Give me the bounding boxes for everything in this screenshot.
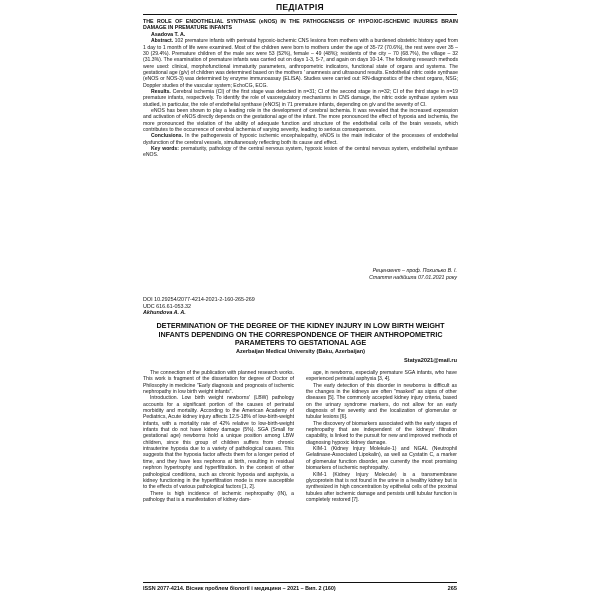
- reviewer: Рецензент – проф. Похилько В. І.: [372, 268, 457, 274]
- keywords-text: prematurity, pathology of the central nervous system, hypoxic lesion of the central nervous system, endothelial synthase eNOS.: [143, 146, 458, 159]
- section-header: ПЕДІАТРІЯ: [276, 2, 324, 12]
- paragraph: The connection of the publication with planned research works. This work is fragment of the dissertation for degree of Doctor of Philosophy in medicine "Early diagnosis and prognosis of ischemic nephropathy in low birth weight infants".: [143, 370, 294, 396]
- left-column: [143, 370, 294, 503]
- journal-footer: ISSN 2077-4214. Вісник проблем біології і медицини – 2021 – Вип. 2 (160): [143, 586, 336, 592]
- footer-rule: [143, 582, 457, 583]
- article2-ids: [143, 297, 255, 317]
- conclusions-label: Conclusions.: [151, 133, 183, 140]
- paragraph: There is high incidence of ischemic nephropathy (IN), a pathology that is a manifestation of kidney dam-: [143, 490, 294, 503]
- abstract-text: 102 premature infants with perinatal hypoxic-ischemic CNS lesions from mothers with a burdened obstetric history aged from 1 day to 1 month of life were examined. Most of the children were born to mothers under the age of 35-72 (70.6%), the rest were over 35 – 30 (29.4%). Premature children of the male sex were 53 (52%), female – 49 (48%); residents of the city – 70 (68.7%), the village – 32 (31.3%). The examination of premature infants was carried out on days 1-3, 5-7, and again on days 10-14. The following research methods were used: clinical, morphofunctional immaturity parameters, anthropometric indicators, functional state of organs and systems. The gestational age (g/v) of children was determined based on the mothers ' anamnesis and ultrasound results. Endothelial nitric oxide synthase (eNOS or NOS-3) was determined by enzyme immunoassay (ELISA). Studies were carried out: RN-diagnostics of the chest organs, NSG; Doppler studies of the vascular system; EchoCG, ECG.: [143, 38, 458, 89]
- paragraph: The discovery of biomarkers associated with the early stages of nephropathy that are independent of the kidneys' filtration capability, is linked to the pursuit for new and improved methods of diagnosing hypoxic kidney damage.: [306, 420, 457, 446]
- abstract-label: Abstract.: [151, 38, 174, 45]
- keywords-label: Key words:: [151, 146, 179, 153]
- article2-author: Akhundova A. A.: [143, 310, 186, 317]
- article2-title: DETERMINATION OF THE DEGREE OF THE KIDNEY INJURY IN LOW BIRTH WEIGHT INFANTS DEPENDING ON THE CORRESPONDENCE OF THEIR ANTHROPOMETRIC PARAMETERS TO GESTATIONAL AGE: [156, 321, 445, 348]
- paragraph: age, in newborns, especially premature SGA infants, who have experienced perinatal asphyxia [3, 4].: [306, 370, 457, 383]
- page-number: 265: [447, 586, 457, 592]
- article1-paragraph: eNOS has been shown to play a leading role in the development of cerebral ischemia. It was revealed that the increased expression and activation of eNOS directly depends on the gestational age of the infant. The more pronounced the effect of hypoxia and ischemia, the more pronounced the violation of the ability of adequate function and structure of the endothelial cells of the brain vessels, which contributes to the occurrence of cerebral ischemia of varying severity, leading to serious consequences.: [143, 108, 458, 134]
- results-label: Results.: [151, 88, 171, 95]
- review-note: [369, 268, 457, 282]
- paragraph: KIM-1 (Kidney Injury Molekule-1) and NGAL (Neutrophil Gelatinase-Associated Lipokalin), as well as Cystatin C, a marker of glomerular function disorder, are currently the most promising biomarkers of ischemic nephropathy.: [306, 446, 457, 472]
- article1-title: THE ROLE OF ENDOTHELIAL SYNTHASE (eNOS) IN THE PATHOGENESIS OF HYPOXIC-ISCHEMIC INJURIES BRAIN DAMAGE IN PREMATURE INFANTS: [143, 19, 458, 32]
- header-rule: [143, 14, 457, 15]
- right-column: [306, 370, 457, 503]
- conclusions-text: In the pathogenesis of hypoxic ischemic encephalopathy, eNOS is the main indicator of the processes of endothelial dysfunction of the cerebral vessels, simultaneously reflecting both its cause and effect.: [143, 133, 458, 146]
- received-date: Стаття надійшла 07.01.2021 року: [369, 275, 457, 281]
- paragraph: Introduction. Low birth weight newborns' (LBW) pathology accounts for a significant portion of the causes of perinatal morbidity and mortality. According to the American Academy of Pediatrics, Acute kidney injury affects 12.5-18% of low-birth-weight infants, with a mortality rate of 42% relative to low-birth-weight infants that do not have kidney damage (5%). SGA (Small for gestational age) newborns hold a unique position among LBW children, since this group of children suffers from chronic intrauterine hypoxia due to a variety of pathological causes. This suggests that the hypoxia factor affects them for a longer period of time, and they have less nephrons at birth, resulting in residual nephron hypertrophy and hyperfiltration. In the context of other pathological conditions, such as chronic hypoxia and asphyxia, a kidney functioning in the hyperfiltration mode is more susceptible to the effects of various pathological factors [1, 2].: [143, 395, 294, 491]
- doi: DOI 10.29254/2077-4214-2021-2-160-265-269: [143, 297, 255, 303]
- udc: UDC 616.61-053.32: [143, 303, 191, 310]
- paragraph: The early detection of this disorder in newborns is difficult as the changes in the kidneys are often "masked" as signs of other diseases [5]. The commonly accepted kidney injury criteria, based on the urinary syndrome markers, do not allow for an early diagnosis of the severity and the localization of glomerular or tubular lesions [6].: [306, 382, 457, 421]
- article1-block: [143, 19, 458, 159]
- paragraph: KIM-1 (Kidney Injury Molecule) is a transmembrane glycoprotein that is not found in the urine in a healthy kidney but is synthesized in high concentration by epithelial cells of the proximal tubules after ischemic damage and persists until tubular function is completely restored [7].: [306, 471, 457, 503]
- email: Statya2021@mail.ru: [403, 358, 457, 364]
- results-text: Cerebral ischemia (CI) of the first stage was detected in n=31; CI of the second stage in n=32; CI of the third stage in n=19 premature infants, respectively. To identify the role of vasoregulatory mechanisms in CNS damage, the nitric oxide synthase system was studied, in particular, the role of endothelial synthase (eNOS) in 71 premature infants, depending on g/v and the severity of CI.: [143, 88, 458, 108]
- article1-author: Asadova T. A.: [151, 31, 186, 38]
- affiliation: Azerbaijan Medical University (Baku, Azerbaijan): [235, 349, 366, 355]
